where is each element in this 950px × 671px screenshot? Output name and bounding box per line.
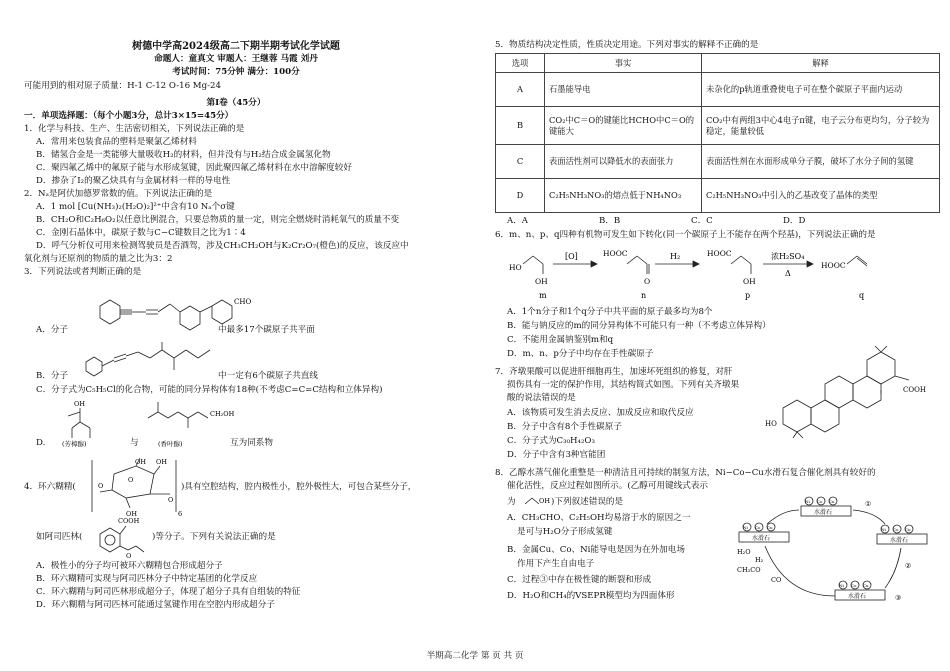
q3-option-b-pre: B．分子 bbox=[36, 371, 69, 381]
q3-option-b-post: 中一定有6个碳原子共直线 bbox=[218, 371, 318, 381]
q4-option-a: A．极性小的分子均可被环六糊精包合形成超分子 bbox=[36, 561, 223, 571]
section-heading: 一．单项选择题：（每个小题3分，总计3×15=45分） bbox=[24, 111, 234, 121]
q5-row-d-explanation: C₂H₅NH₃NO₃中引入的乙基改变了晶体的类型 bbox=[702, 179, 940, 213]
svg-text:O: O bbox=[98, 482, 104, 490]
exam-time-score: 考试时间：75分钟 满分：100分 bbox=[172, 67, 300, 77]
q6-arrow1-label: [O] bbox=[565, 252, 578, 261]
q3d-oh-label: OH bbox=[74, 400, 85, 408]
q7-option-d: D．分子中含有3种官能团 bbox=[507, 450, 606, 460]
q8-stem-line3-pre: 为 bbox=[507, 497, 516, 507]
q8-option-a: A．CH₃CHO、C₂H₅OH均易溶于水的原因之一 bbox=[507, 513, 691, 523]
q4-cyclodextrin-unit-diagram bbox=[90, 456, 183, 518]
q1-option-a: A．常用来包装食品的塑料是聚氯乙烯材料 bbox=[36, 137, 197, 147]
q8-catalyst-label-2: 水滑石 bbox=[752, 535, 771, 542]
q5-header-option: 选项 bbox=[496, 54, 545, 73]
q5-stem: 5．物质结构决定性质，性质决定用途。下列对事实的解释不正确的是 bbox=[495, 40, 759, 50]
q5-row-d bbox=[496, 179, 940, 213]
q8-metal-co-4: Co bbox=[851, 583, 857, 588]
q7-stem-line3: 酸的说法错误的是 bbox=[507, 393, 576, 403]
q4-stem-post: )具有空腔结构，腔内极性小，腔外极性大，可包合某些分子， bbox=[181, 482, 417, 492]
q8-ethanol-skeletal-icon bbox=[523, 494, 549, 508]
q8-metal-ni-1: Ni bbox=[805, 499, 810, 504]
q6-arrow3-bottom-label: Δ bbox=[785, 269, 791, 278]
q7-option-b: B．分子中含有8个手性碳原子 bbox=[507, 422, 622, 432]
q7-cooh-label: COOH bbox=[903, 386, 926, 394]
q3-option-a-post: 中最多17个碳原子共平面 bbox=[218, 325, 315, 335]
q8-option-a-cont: 是可与H₂O分子形成氢键 bbox=[517, 527, 613, 537]
q5-header-explanation: 解释 bbox=[702, 54, 940, 73]
q3a-cho-group-label: CHO bbox=[234, 298, 252, 306]
q4-aspirin-structure-diagram bbox=[90, 514, 150, 562]
q3d-linalool-label: (芳樟醇) bbox=[62, 440, 87, 448]
q1-stem: 1．化学与科技、生产、生活密切相关，下列说法正确的是 bbox=[24, 124, 245, 134]
q3-option-d-post: 互为同系物 bbox=[230, 438, 273, 448]
q8-metal-ni-2: Ni bbox=[743, 525, 748, 530]
q5-row-a-fact: 石墨能导电 bbox=[545, 73, 702, 107]
q8-catalyst-label-1: 水滑石 bbox=[814, 509, 833, 516]
q8-species-co: CO bbox=[771, 576, 782, 584]
q5-facts-table bbox=[495, 53, 940, 213]
q4-cooh-label: COOH bbox=[118, 517, 140, 525]
svg-text:O: O bbox=[128, 476, 134, 484]
q8-metal-cu-3: Cu bbox=[905, 527, 911, 532]
q5-row-b bbox=[496, 107, 940, 145]
q5-row-b-option: B bbox=[496, 107, 545, 145]
q6-p-hooc-label: HOOC bbox=[707, 249, 732, 258]
q5-row-b-explanation: CO₂中有两组3中心4电子π键，电子云分布更均匀，分子较为稳定，能量较低 bbox=[702, 107, 940, 145]
q3-option-c: C．分子式为C₅H₅Cl的化合物，可能的同分异构体有18种(不考虑C=C=C结构和立体异构) bbox=[36, 385, 383, 395]
q6-stem: 6．m、n、p、q四种有机物可发生如下转化(同一个碳原子上不能存在两个羟基)，下列说法正确的是 bbox=[495, 230, 876, 240]
q3-stem: 3．下列说法或者判断正确的是 bbox=[24, 267, 142, 277]
q5-row-c-explanation: 表面活性剂在水面形成单分子膜，破坏了水分子间的氢键 bbox=[702, 145, 940, 179]
q8-metal-cu-4: Cu bbox=[863, 583, 869, 588]
q2-option-b: B．CH₂O和C₂H₆O₂以任意比例混合，只要总物质的量一定，则完全燃烧时消耗氧气的质量不变 bbox=[36, 215, 400, 225]
q3a-structure-diagram bbox=[80, 282, 250, 346]
q4-oh-label-a: OH bbox=[135, 458, 146, 466]
q7-stem-line1: 7．齐墩果酸可以促进肝细胞再生，加速坏死组织的修复，对肝 bbox=[495, 367, 733, 377]
q6-m-oh-label: OH bbox=[535, 277, 548, 286]
q4-aspirin-post: )等分子。下列有关说法正确的是 bbox=[152, 532, 276, 542]
q7-oleanolic-acid-structure-diagram bbox=[763, 350, 933, 440]
q8-step-3: ③ bbox=[895, 594, 902, 602]
q8-species-h2: H₂ bbox=[755, 556, 764, 564]
q1-option-d: D．掺杂了I₂的聚乙炔具有与金属材料一样的导电性 bbox=[36, 176, 231, 186]
q8-catalyst-label-4: 水滑石 bbox=[848, 593, 867, 600]
q5-row-c bbox=[496, 145, 940, 179]
q8-option-c: C．过程③中存在极性键的断裂和形成 bbox=[507, 575, 652, 585]
q6-label-p: p bbox=[745, 291, 751, 300]
q8-option-d: D．H₂O和CH₄的VSEPR模型均为四面体形 bbox=[507, 591, 675, 601]
q8-step-1: ① bbox=[865, 500, 872, 508]
q6-arrow2-label: H₂ bbox=[670, 252, 681, 261]
q6-label-m: m bbox=[539, 291, 547, 300]
q5-row-d-fact: C₂H₅NH₃NO₃的熔点低于NH₄NO₃ bbox=[545, 179, 702, 213]
q5-answer-b: B．B bbox=[599, 216, 621, 226]
q5-answer-c: C．C bbox=[691, 216, 713, 226]
q6-reaction-scheme-diagram bbox=[505, 242, 935, 302]
q8-metal-co-2: Co bbox=[755, 525, 761, 530]
q8-catalytic-cycle-diagram bbox=[735, 496, 940, 608]
q6-label-q: q bbox=[859, 291, 865, 300]
q8-option-b: B．金属Cu、Co、Ni能导电是因为在外加电场 bbox=[507, 545, 685, 555]
q8-metal-ni-4: Ni bbox=[839, 583, 844, 588]
q8-metal-co-3: Co bbox=[893, 527, 899, 532]
q5-row-d-option: D bbox=[496, 179, 545, 213]
exam-authors: 命题人：童真文 审题人：王继蓉 马霞 刘丹 bbox=[154, 54, 318, 64]
q4-option-c: C．环六糊精与阿司匹林形成超分子，体现了超分子具有自组装的特征 bbox=[36, 587, 301, 597]
q8-stem-line3-post: )下列叙述错误的是 bbox=[551, 497, 624, 507]
q7-ho-label: HO bbox=[765, 420, 777, 428]
q6-arrow3-top-label: 浓H₂SO₄ bbox=[771, 252, 805, 261]
q3d-geraniol-label: (香叶醇) bbox=[158, 440, 183, 448]
q2-option-d-cont: 氧化剂与还原剂的物质的量之比为3：2 bbox=[24, 254, 173, 264]
q4-oh-label-c: OH bbox=[126, 510, 137, 518]
q7-option-a: A．该物质可发生消去反应、加成反应和取代反应 bbox=[507, 408, 694, 418]
q8-stem-line1: 8．乙醇水蒸气催化重整是一种清洁且可持续的制氢方法，Ni−Co−Cu水滑石复合催化剂具有较好的 bbox=[495, 468, 876, 478]
q1-option-c: C．聚四氟乙烯中的氟原子能与水形成氢键，因此聚四氟乙烯材料在水中溶解度较好 bbox=[36, 163, 352, 173]
q6-label-n: n bbox=[641, 291, 647, 300]
q5-row-b-fact: CO₂中C＝O的键能比HCHO中C＝O的键能大 bbox=[545, 107, 702, 145]
q4-subscript-six: 6 bbox=[178, 510, 183, 518]
q8-metal-ni-3: Ni bbox=[881, 527, 886, 532]
q2-option-d: D．呼气分析仪可用来检测驾驶员是否酒驾，涉及CH₃CH₂OH与K₂Cr₂O₇(橙色)的反应，该反应中 bbox=[36, 241, 409, 251]
q3-option-d-pre: D. bbox=[36, 438, 46, 448]
q8-metal-cu-1: Cu bbox=[829, 499, 835, 504]
q7-option-c: C．分子式为C₃₀H₄₂O₃ bbox=[507, 436, 595, 446]
q1-option-b: B．储氢合金是一类能够大量吸收H₂的材料，但并没有与H₂结合成金属氢化物 bbox=[36, 150, 331, 160]
q5-row-a-option: A bbox=[496, 73, 545, 107]
q6-m-ho-label: HO bbox=[509, 263, 522, 272]
q4-stem-pre: 4．环六糊精( bbox=[24, 482, 76, 492]
q5-answer-a: A．A bbox=[507, 216, 529, 226]
q8-metal-co-1: Co bbox=[817, 499, 823, 504]
q8-species-h2o: H₂O bbox=[737, 548, 751, 556]
q2-option-c: C．金刚石晶体中，碳原子数与C−C键数目之比为1∶4 bbox=[36, 228, 246, 238]
q4-oh-label-b: OH bbox=[156, 458, 167, 466]
q8-stem-line2: 催化活性，反应过程如图所示。(乙醇可用键线式表示 bbox=[507, 481, 709, 491]
q6-option-d: D．m、n、p分子中均存在手性碳原子 bbox=[507, 349, 654, 359]
svg-text:O: O bbox=[168, 496, 174, 504]
q8-option-b-cont: 作用下产生自由电子 bbox=[517, 559, 595, 569]
svg-text:O: O bbox=[644, 277, 651, 286]
q4-option-d: D．环六糊精与阿司匹林可能通过氢键作用在空腔内形成超分子 bbox=[36, 600, 275, 610]
q8-catalyst-label-3: 水滑石 bbox=[890, 537, 909, 544]
q6-option-c: C．不能用金属钠鉴别m和q bbox=[507, 335, 614, 345]
q2-stem: 2．Nₐ是阿伏加德罗常数的值。下列说法正确的是 bbox=[24, 189, 213, 199]
q6-q-hooc-label: HOOC bbox=[821, 261, 846, 270]
q8-step-2: ② bbox=[905, 562, 912, 570]
q6-p-oh-label: OH bbox=[743, 277, 756, 286]
q6-option-a: A．1个n分子和1个q分子中共平面的原子最多均为8个 bbox=[507, 307, 713, 317]
q3-option-d-mid: 与 bbox=[130, 438, 139, 448]
q6-option-b: B．能与钠反应的m的同分异构体不可能只有一种（不考虑立体异构） bbox=[507, 321, 771, 331]
exam-title: 树德中学高2024级高二下期半期考试化学试题 bbox=[132, 41, 340, 52]
q5-row-a-explanation: 未杂化的p轨道重叠使电子可在整个碳原子平面内运动 bbox=[702, 73, 940, 107]
q5-row-c-option: C bbox=[496, 145, 545, 179]
q5-table-header-row bbox=[496, 54, 940, 73]
q5-answer-d: D．D bbox=[783, 216, 806, 226]
q4-aspirin-pre: 如阿司匹林( bbox=[36, 532, 83, 542]
q8-metal-cu-2: Cu bbox=[767, 525, 773, 530]
q8-ethanol-oh-label: OH bbox=[539, 497, 550, 505]
q4-option-b: B．环六糊精可实现与阿司匹林分子中特定基团的化学反应 bbox=[36, 574, 258, 584]
atomic-masses: 可能用到的相对原子质量：H-1 C-12 O-16 Mg-24 bbox=[24, 81, 221, 91]
q3d-ch2oh-label: CH₂OH bbox=[210, 410, 235, 418]
part-one-heading: 第Ⅰ卷（45分） bbox=[206, 98, 266, 108]
q5-header-fact: 事实 bbox=[545, 54, 702, 73]
q8-species-ch3co: CH₃CO bbox=[737, 566, 761, 574]
q5-row-c-fact: 表面活性剂可以降低水的表面张力 bbox=[545, 145, 702, 179]
q7-stem-line2: 损伤具有一定的保护作用，其结构简式如图。下列有关齐墩果 bbox=[507, 380, 740, 390]
q5-row-a bbox=[496, 73, 940, 107]
svg-text:O: O bbox=[126, 552, 132, 560]
page-footer: 半期高二化学 第 页 共 页 bbox=[426, 651, 524, 661]
q3-option-a-pre: A．分子 bbox=[36, 325, 68, 335]
q2-option-a: A．1 mol [Cu(NH₃)₂(H₂O)₂]²⁺中含有10 Nₐ个σ键 bbox=[36, 202, 235, 212]
q6-n-hooc-label: HOOC bbox=[603, 249, 628, 258]
